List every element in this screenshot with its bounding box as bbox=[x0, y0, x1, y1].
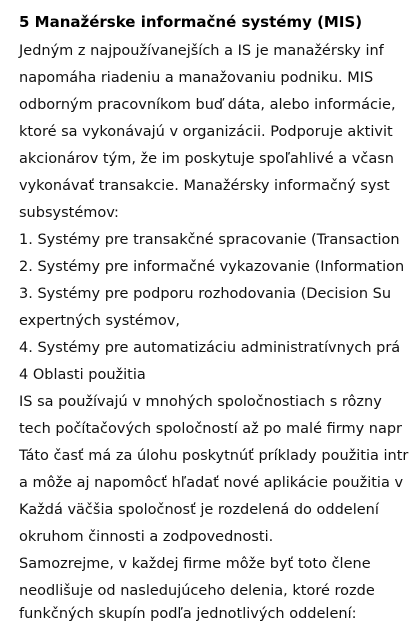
text-line: okruhom činnosti a zodpovednosti. bbox=[19, 529, 274, 545]
text-line: a môže aj napomôcť hľadať nové aplikácie použitia v bbox=[19, 475, 404, 491]
list-item: 3. Systémy pre podporu rozhodovania (Decision Su bbox=[19, 286, 392, 302]
text-line: napomáha riadeniu a manažovaniu podniku. MIS bbox=[19, 70, 374, 86]
text-line: expertných systémov, bbox=[19, 313, 181, 329]
text-line: vykonávať transakcie. Manažérsky informačný syst bbox=[19, 178, 390, 194]
text-line: funkčných skupín podľa jednotlivých oddelení: bbox=[19, 606, 357, 622]
text-line: odborným pracovníkom buď dáta, alebo informácie, bbox=[19, 97, 396, 113]
text-line: Jedným z najpoužívanejších a IS je manažérsky inf bbox=[19, 43, 384, 59]
text-line: Každá väčšia spoločnosť je rozdelená do oddelení bbox=[19, 502, 379, 518]
list-item: 1. Systémy pre transakčné spracovanie (Transaction bbox=[19, 232, 400, 248]
subsection-title: 4 Oblasti použitia bbox=[19, 367, 146, 383]
text-line: IS sa používajú v mnohých spoločnostiach s rôzny bbox=[19, 394, 382, 410]
list-item: 2. Systémy pre informačné vykazovanie (Information bbox=[19, 259, 405, 275]
text-line: ktoré sa vykonávajú v organizácii. Podporuje aktivit bbox=[19, 124, 393, 140]
text-line: neodlišuje od nasledujúceho delenia, ktoré rozde bbox=[19, 583, 375, 599]
text-line: tech počítačových spoločností až po malé firmy napr bbox=[19, 421, 402, 437]
text-line: akcionárov tým, že im poskytuje spoľahlivé a včasn bbox=[19, 151, 394, 167]
text-line: Samozrejme, v každej firme môže byť toto člene bbox=[19, 556, 371, 572]
text-line: subsystémov: bbox=[19, 205, 119, 221]
section-heading: 5 Manažérske informačné systémy (MIS) bbox=[19, 13, 363, 31]
text-line: Táto časť má za úlohu poskytnúť príklady použitia intr bbox=[19, 448, 409, 464]
list-item: 4. Systémy pre automatizáciu administratívnych prá bbox=[19, 340, 401, 356]
